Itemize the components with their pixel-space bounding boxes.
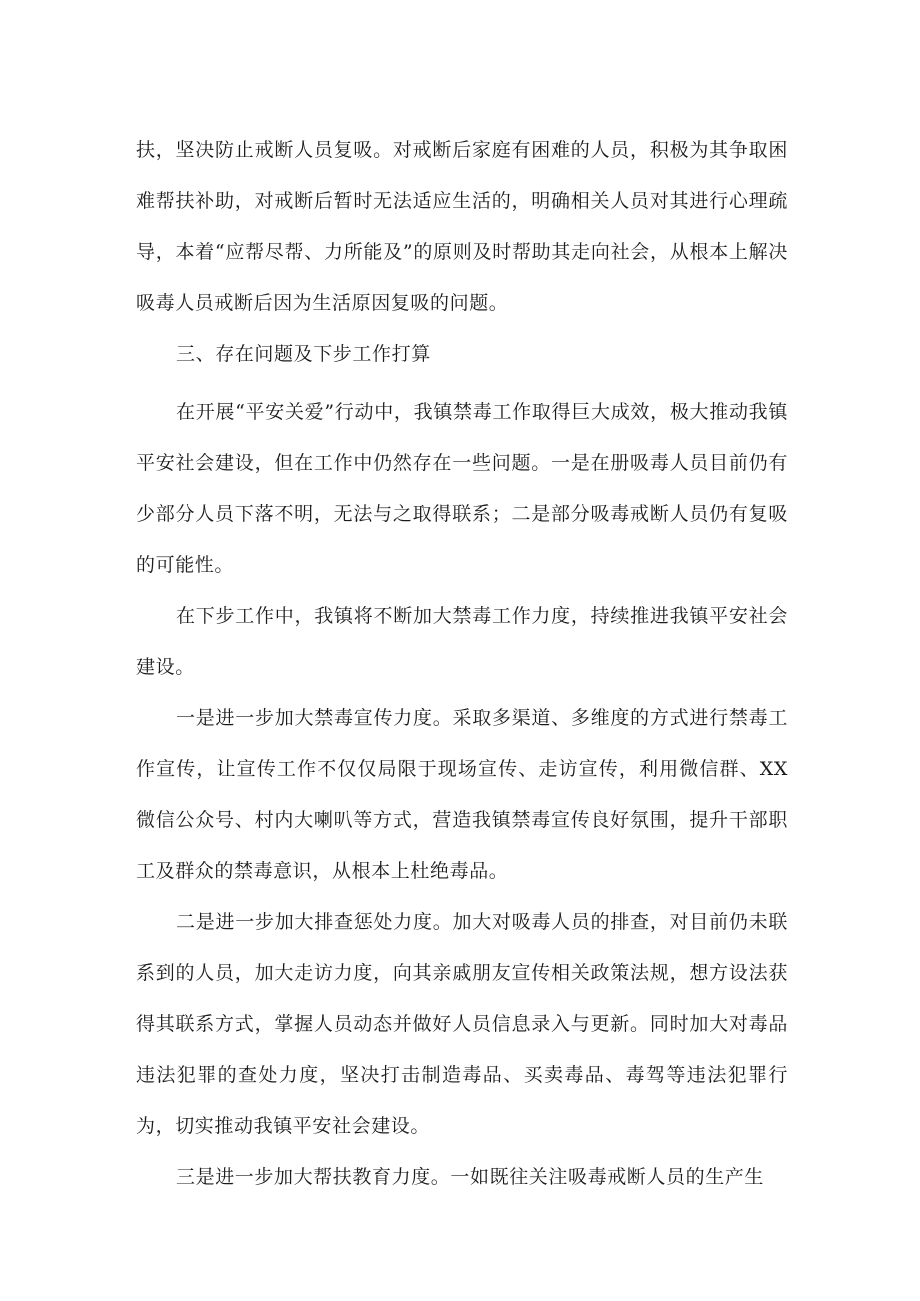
section-heading: 三、存在问题及下步工作打算 <box>176 343 431 365</box>
paragraph-continuation: 扶，坚决防止戒断人员复吸。对戒断后家庭有困难的人员，积极为其争取困难帮扶补助，对戒断后暂时无法适应生活的，明确相关人员对其进行心理疏导，本着“应帮尽帮、力所能及”的原则及时帮助其走向社会，从根本上解决吸毒人员戒断后因为生活原因复吸的问题。 <box>136 139 788 314</box>
paragraph-next-steps: 在下步工作中，我镇将不断加大禁毒工作力度，持续推进我镇平安社会建设。 <box>136 605 788 678</box>
paragraph-point-three: 三是进一步加大帮扶教育力度。一如既往关注吸毒戒断人员的生产生 <box>176 1166 765 1188</box>
paragraph-problems: 在开展“平安关爱”行动中，我镇禁毒工作取得巨大成效，极大推动我镇平安社会建设，但在工作中仍然存在一些问题。一是在册吸毒人员目前仍有少部分人员下落不明，无法与之取得联系；二是部分吸毒戒断人员仍有复吸的可能性。 <box>136 401 788 576</box>
paragraph-point-one: 一是进一步加大禁毒宣传力度。采取多渠道、多维度的方式进行禁毒工作宣传，让宣传工作不仅仅局限于现场宣传、走访宣传，利用微信群、XX微信公众号、村内大喇叭等方式，营造我镇禁毒宣传良好氛围，提升干部职工及群众的禁毒意识，从根本上杜绝毒品。 <box>136 707 788 882</box>
paragraph-point-two: 二是进一步加大排查惩处力度。加大对吸毒人员的排查，对目前仍未联系到的人员，加大走访力度，向其亲戚朋友宣传相关政策法规，想方设法获得其联系方式，掌握人员动态并做好人员信息录入与更新。同时加大对毒品违法犯罪的查处力度，坚决打击制造毒品、买卖毒品、毒驾等违法犯罪行为，切实推动我镇平安社会建设。 <box>136 911 788 1137</box>
